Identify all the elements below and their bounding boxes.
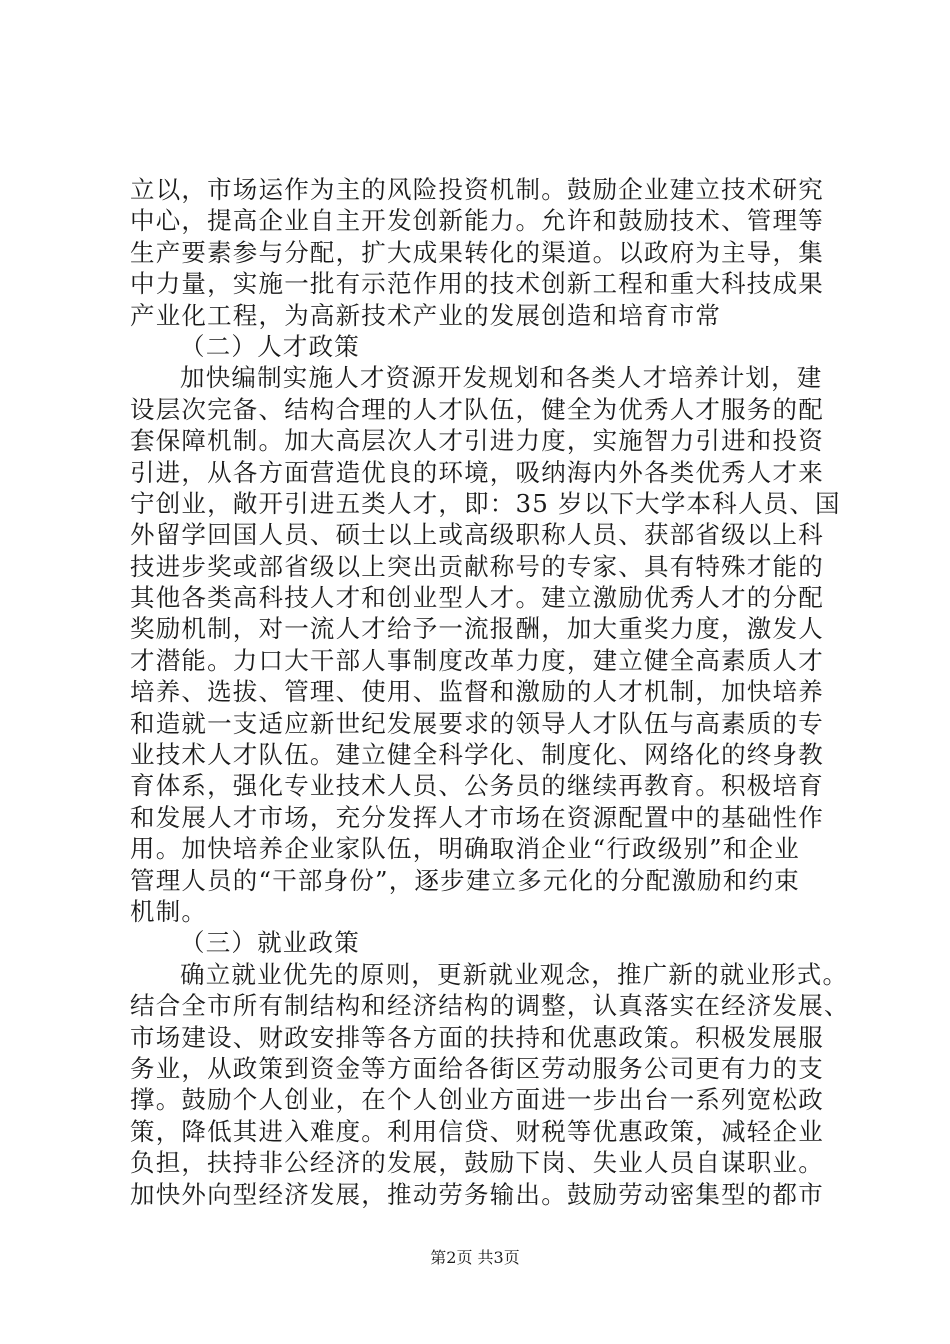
text-line: 机制。 (130, 896, 208, 926)
section-heading-employment: （三）就业政策 (180, 928, 360, 958)
text-line: 培养、选拔、管理、使用、监督和激励的人才机制，加快培养 (130, 677, 824, 707)
section-heading-talent: （二）人才政策 (180, 331, 360, 361)
text-line: 确立就业优先的原则，更新就业观念，推广新的就业形式。 (180, 959, 849, 989)
text-line: 才潜能。力口大干部人事制度改革力度，建立健全高素质人才 (130, 645, 824, 675)
text-line: 育体系，强化专业技术人员、公务员的继续再教育。积极培育 (130, 771, 824, 801)
text-line: 外留学回国人员、硕士以上或高级职称人员、获部省级以上科 (130, 520, 824, 550)
text-line: 其他各类高科技人才和创业型人才。建立激励优秀人才的分配 (130, 583, 824, 613)
text-line: 用。加快培养企业家队伍，明确取消企业“行政级别”和企业 (130, 834, 800, 864)
text-line: 和发展人才市场，充分发挥人才市场在资源配置中的基础性作 (130, 802, 824, 832)
text-line: 宁创业，敞开引进五类人才，即：35 岁以下大学本科人员、国 (130, 488, 841, 518)
text-line: 务业，从政策到资金等方面给各街区劳动服务公司更有力的支 (130, 1053, 824, 1083)
text-line: 加快外向型经济发展，推动劳务输出。鼓励劳动密集型的都市 (130, 1179, 824, 1209)
text-line: 管理人员的“干部身份”，逐步建立多元化的分配激励和约束 (130, 865, 800, 895)
page-number-label: 第2页 共3页 (430, 1248, 520, 1267)
paragraph-talent (130, 362, 841, 927)
text-line: 和造就一支适应新世纪发展要求的领导人才队伍与高素质的专 (130, 708, 824, 738)
paragraph-market (130, 174, 830, 331)
text-line: 设层次完备、结构合理的人才队伍，健全为优秀人才服务的配 (130, 394, 824, 424)
text-line: 撑。鼓励个人创业，在个人创业方面进一步出台一系列宽松政 (130, 1085, 824, 1115)
text-line: 生产要素参与分配，扩大成果转化的渠道。以政府为主导，集 (130, 237, 824, 267)
text-line: 引进，从各方面营造优良的环境，吸纳海内外各类优秀人才来 (130, 457, 824, 487)
text-line: 立以，市场运作为主的风险投资机制。鼓励企业建立技术研究 (130, 175, 824, 204)
text-line: 业技术人才队伍。建立健全科学化、制度化、网络化的终身教 (130, 740, 824, 770)
text-line: 加快编制实施人才资源开发规划和各类人才培养计划，建 (180, 363, 823, 393)
text-line: 中心，提高企业自主开发创新能力。允许和鼓励技术、管理等 (130, 206, 824, 236)
text-line: 技进步奖或部省级以上突出贡献称号的专家、具有特殊才能的 (130, 551, 824, 581)
paragraph-employment (130, 959, 850, 1210)
text-line: 结合全市所有制结构和经济结构的调整，认真落实在经济发展、 (130, 991, 850, 1021)
text-line: 负担，扶持非公经济的发展，鼓励下岗、失业人员自谋职业。 (130, 1148, 824, 1178)
text-line: 产业化工程，为高新技术产业的发展创造和培育市常 (130, 300, 722, 330)
text-line: 奖励机制，对一流人才给予一流报酬，加大重奖力度，激发人 (130, 614, 824, 644)
text-line: 策，降低其进入难度。利用信贷、财税等优惠政策，减轻企业 (130, 1116, 824, 1146)
page-footer (0, 1248, 950, 1268)
text-line: 中力量，实施一批有示范作用的技术创新工程和重大科技成果 (130, 269, 824, 299)
text-line: 套保障机制。加大高层次人才引进力度，实施智力引进和投资 (130, 426, 824, 456)
document-body (130, 174, 850, 1210)
text-line: 市场建设、财政安排等各方面的扶持和优惠政策。积极发展服 (130, 1022, 824, 1052)
